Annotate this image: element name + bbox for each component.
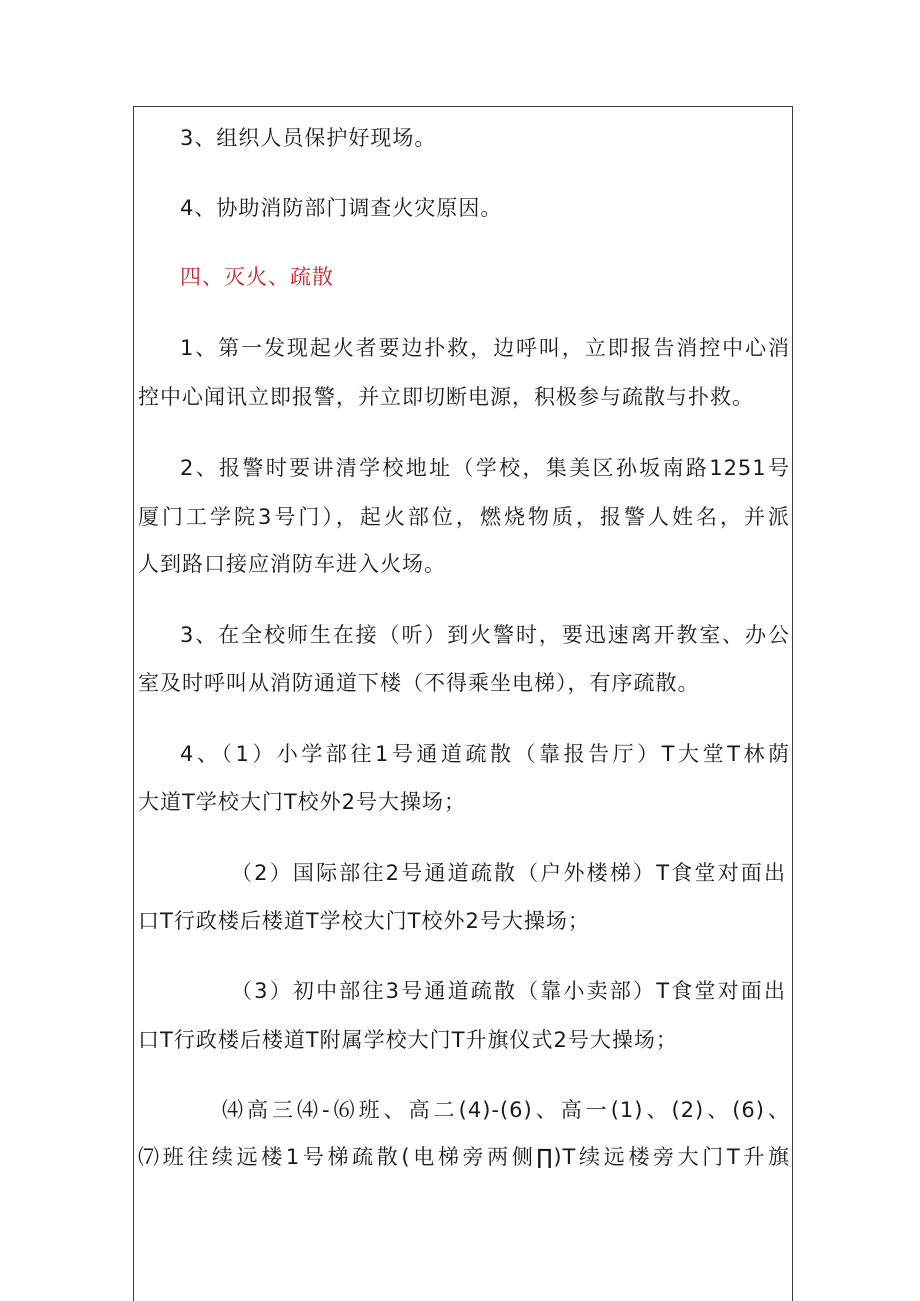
paragraph-6-line-2: 口T行政楼后楼道T附属学校大门T升旗仪式2号大操场；: [138, 1028, 678, 1052]
paragraph-1-line-1: 1、第一发现起火者要边扑救，边呼叫，立即报告消控中心消: [180, 336, 790, 360]
item-3-text: 3、组织人员保护好现场。: [180, 126, 437, 150]
paragraph-5-line-1: （2）国际部往2号通道疏散（户外楼梯）T食堂对面出: [231, 861, 786, 885]
paragraph-5-line-2: 口T行政楼后楼道T学校大门T校外2号大操场；: [138, 909, 590, 933]
paragraph-4-line-2: 大道T学校大门T校外2号大操场；: [138, 790, 467, 814]
paragraph-6-line-1: （3）初中部往3号通道疏散（靠小卖部）T食堂对面出: [231, 979, 786, 1003]
paragraph-7-line-1: ⑷高三⑷-⑹班、高二(4)-(6)、高一(1)、(2)、(6)、: [222, 1098, 790, 1122]
paragraph-4-line-1: 4、（1）小学部往1号通道疏散（靠报告厅）T大堂T林荫: [180, 742, 790, 766]
paragraph-3-line-1: 3、在全校师生在接（听）到火警时，要迅速离开教室、办公: [180, 623, 790, 647]
paragraph-7-line-2: ⑺班往续远楼1号梯疏散(电梯旁两侧∏)T续远楼旁大门T升旗: [138, 1145, 790, 1169]
paragraph-3-line-2: 室及时呼叫从消防通道下楼（不得乘坐电梯），有序疏散。: [138, 671, 700, 695]
paragraph-2-line-1: 2、报警时要讲清学校地址（学校，集美区孙坂南路1251号: [180, 456, 790, 480]
item-4-text: 4、协助消防部门调查火灾原因。: [180, 196, 503, 220]
paragraph-2-line-2: 厦门工学院3号门），起火部位，燃烧物质，报警人姓名，并派: [138, 505, 790, 529]
section-heading: 四、灭火、疏散: [180, 265, 334, 289]
paragraph-1-line-2: 控中心闻讯立即报警，并立即切断电源，积极参与疏散与扑救。: [138, 385, 754, 409]
paragraph-2-line-3: 人到路口接应消防车进入火场。: [138, 552, 446, 576]
